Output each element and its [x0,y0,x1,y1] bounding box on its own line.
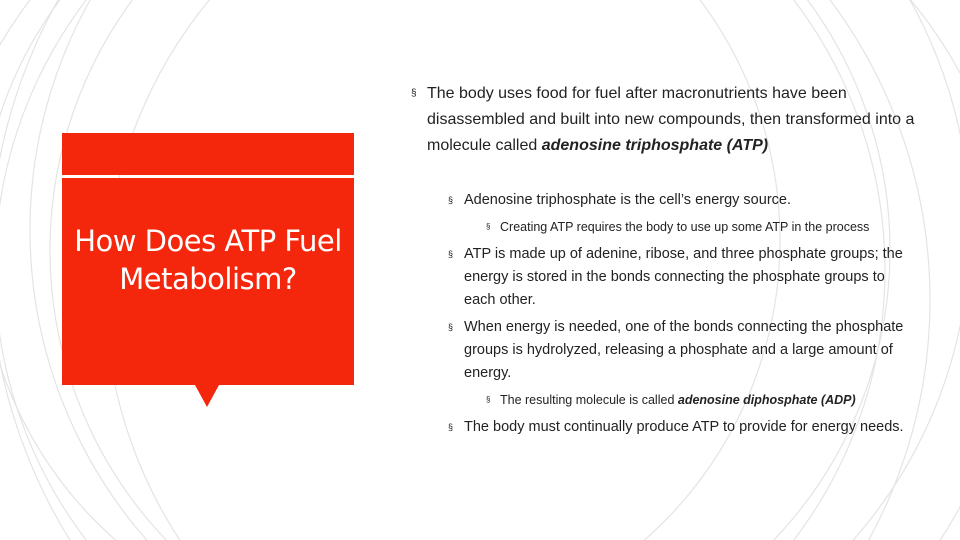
bullet-item [486,219,930,235]
bullet-item [448,416,919,439]
bullet-text: ATP is made up of adenine, ribose, and three phosphate groups; the energy is stored in the bonds connecting the phosphate groups to each other. [464,246,903,308]
bullet-marker-icon: § [486,395,491,404]
bullet-item [448,189,919,212]
bullet-marker-icon: § [486,222,491,231]
bullet-text: Creating ATP requires the body to use up some ATP in the process [500,220,870,234]
slide-title: How Does ATP Fuel Metabolism? [74,224,342,296]
bullet-text: Adenosine triphosphate is the cell’s energy source. [464,192,791,208]
bullet-marker-icon: § [448,195,454,205]
title-panel-pointer [195,385,219,407]
bullet-text: The body must continually produce ATP to provide for energy needs. [464,419,904,435]
bullet-emphasis: adenosine diphosphate (ADP) [677,393,856,407]
bullet-marker-icon: § [448,322,454,332]
bullet-text: The resulting molecule is called [500,393,678,407]
bullet-text: When energy is needed, one of the bonds connecting the phosphate groups is hydrolyzed, releasing a phosphate and a large amount of energy. [464,319,904,381]
bullet-item [486,392,930,408]
bullet-item [448,243,919,312]
bullet-emphasis: adenosine triphosphate (ATP) [541,137,769,154]
bullet-item [448,316,919,385]
bullet-marker-icon: § [448,422,454,432]
bullet-marker-icon: § [448,249,454,259]
bullet-marker-icon: § [411,88,417,99]
bullet-text: The body uses food for fuel after macronutrients have been disassembled and built into new compounds, then transformed into a molecule called [427,85,915,154]
title-accent-strip [62,133,354,175]
bullet-item [411,81,927,159]
